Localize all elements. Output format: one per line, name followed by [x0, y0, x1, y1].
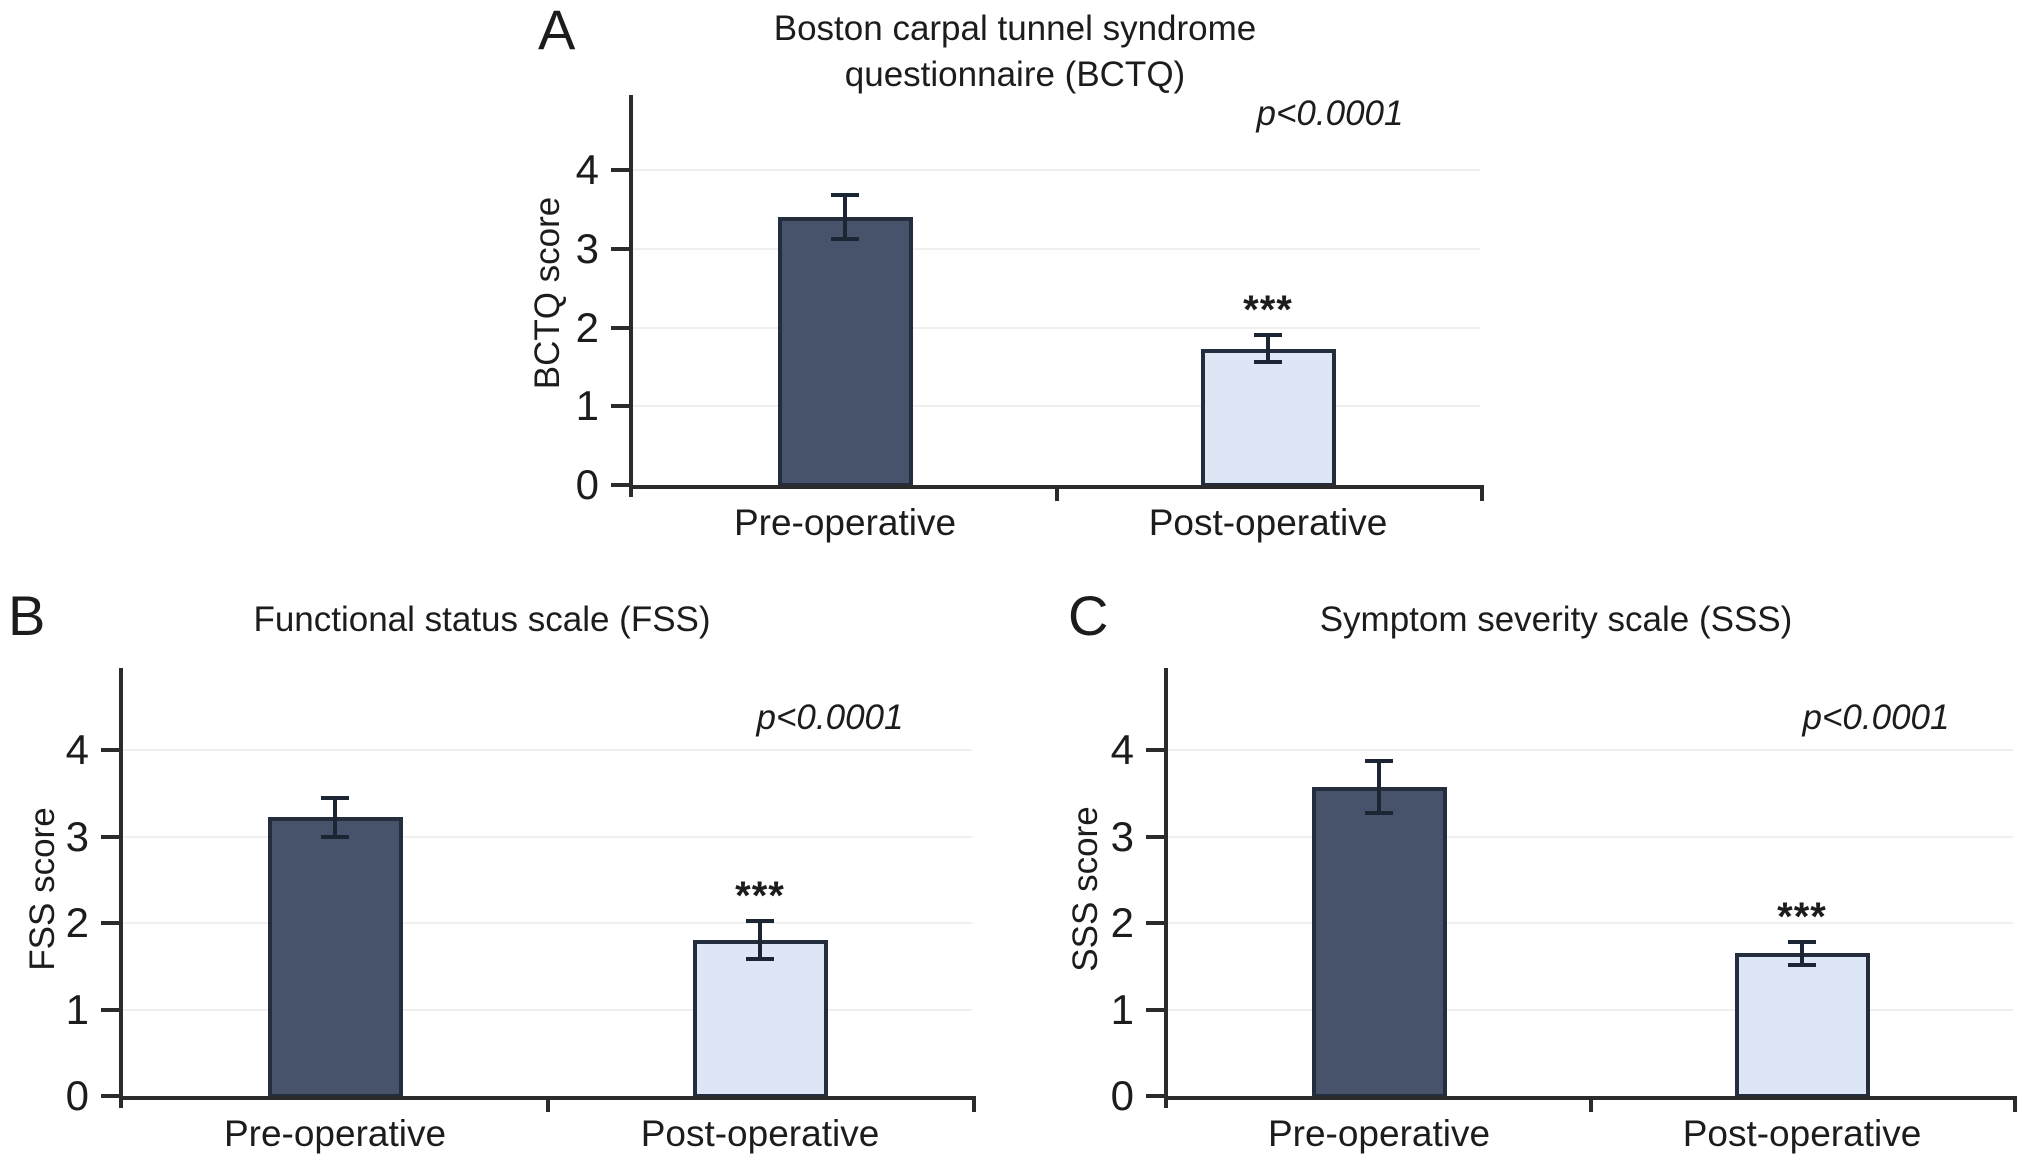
y-axis-tick [1146, 1008, 1164, 1012]
y-tick-label: 1 [575, 382, 599, 429]
panel-letter: A [538, 0, 576, 61]
p-value-annotation: p<0.0001 [756, 698, 904, 737]
y-tick-label: 4 [65, 726, 89, 773]
chart-title-line: Functional status scale (FSS) [253, 600, 711, 639]
category-label: Pre-operative [223, 1113, 447, 1154]
chart-title-line: Boston carpal tunnel syndrome [773, 9, 1257, 48]
y-tick-label: 2 [1110, 899, 1134, 946]
y-tick-label: 4 [1110, 726, 1134, 773]
y-tick-label: 0 [65, 1072, 89, 1119]
y-tick-label: 4 [575, 146, 599, 193]
category-label: Post-operative [640, 1113, 880, 1154]
chart-title-line: questionnaire (BCTQ) [844, 55, 1186, 94]
panel-letter: B [8, 584, 46, 647]
p-value-annotation: p<0.0001 [1256, 94, 1404, 133]
y-tick-label: 1 [65, 986, 89, 1033]
significance-marker: *** [1777, 895, 1827, 939]
gridline [1168, 922, 2013, 924]
y-tick-label: 3 [575, 225, 599, 272]
significance-marker: *** [735, 874, 785, 918]
gridline [1168, 749, 2013, 751]
y-tick-label: 2 [575, 304, 599, 351]
error-bar [1377, 761, 1381, 813]
bar-pre-operative [1312, 787, 1447, 1098]
y-tick-label: 0 [575, 461, 599, 508]
significance-marker: *** [1243, 288, 1293, 332]
y-axis-tick [1146, 1094, 1164, 1098]
y-tick-label: 3 [65, 813, 89, 860]
y-tick-label: 2 [65, 899, 89, 946]
x-axis-end-tick [2013, 1100, 2017, 1112]
y-axis-title: FSS score [23, 807, 62, 971]
y-axis-tick [1146, 921, 1164, 925]
y-axis-tick [1146, 835, 1164, 839]
chart-title [1136, 597, 1976, 643]
y-axis-title: BCTQ score [528, 196, 567, 390]
y-tick-label: 0 [1110, 1072, 1134, 1119]
bar-post-operative [1735, 953, 1870, 1098]
y-axis-line [1164, 668, 1168, 1108]
y-axis-tick [1146, 748, 1164, 752]
chart-title-line: Symptom severity scale (SSS) [1319, 600, 1793, 639]
category-label: Post-operative [1682, 1113, 1922, 1154]
category-label: Pre-operative [733, 502, 957, 543]
p-value-annotation: p<0.0001 [1802, 698, 1950, 737]
error-bar-cap-top [1788, 940, 1816, 944]
category-label: Post-operative [1148, 502, 1388, 543]
y-tick-label: 1 [1110, 986, 1134, 1033]
gridline [1168, 836, 2013, 838]
error-bar-cap-bottom [1365, 811, 1393, 815]
error-bar [1800, 942, 1804, 964]
y-axis-title: SSS score [1066, 806, 1105, 972]
error-bar-cap-bottom [1788, 963, 1816, 967]
error-bar-cap-top [1365, 759, 1393, 763]
x-axis-mid-tick [1589, 1100, 1593, 1112]
category-label: Pre-operative [1267, 1113, 1491, 1154]
panel-letter: C [1068, 584, 1109, 647]
y-tick-label: 3 [1110, 813, 1134, 860]
gridline [1168, 1009, 2013, 1011]
